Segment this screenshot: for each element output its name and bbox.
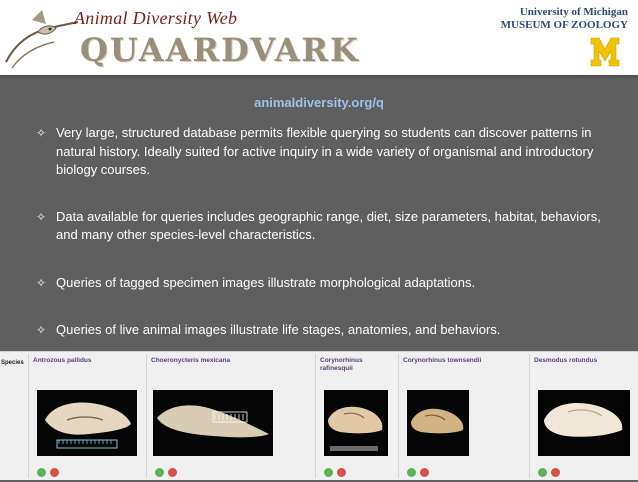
skull-image [37,390,137,456]
specimen-photo[interactable] [37,390,137,456]
list-item [36,208,606,245]
skull-image [407,390,469,456]
list-item-text: Data available for queries includes geographic range, diet, size parameters, habitat, behaviors, and many other species-level characteristics. [56,208,601,242]
block-m-icon [590,36,620,68]
list-item [36,274,606,293]
header-banner [0,0,638,75]
specimen-column [28,354,146,478]
remove-icon[interactable] [420,468,429,477]
list-item-text: Very large, structured database permits flexible querying so students can discover patterns in natural history. Ideally suited for active inquiry in a wide variety of organismal and introductory biology courses. [56,125,594,177]
star-bullet-icon: ✧ [36,275,47,290]
species-name-link[interactable]: Desmodus rotundus [534,357,598,364]
um-museum-logo[interactable] [500,6,628,70]
add-icon[interactable] [155,468,164,477]
brand-subtitle: Animal Diversity Web [74,8,238,28]
specimen-photo[interactable] [538,390,630,456]
list-item-text: Queries of tagged specimen images illustrate morphological adaptations. [56,274,476,290]
species-name-link[interactable]: Choeronycteris mexicana [151,357,231,364]
remove-icon[interactable] [337,468,346,477]
specimen-actions [37,464,63,482]
add-icon[interactable] [37,468,46,477]
species-name-link[interactable]: Corynorhinus townsendii [403,357,482,364]
specimen-photo[interactable] [153,390,273,456]
list-item [36,124,606,180]
remove-icon[interactable] [50,468,59,477]
species-name-link[interactable]: Corynorhinus rafinesquii [320,357,363,372]
skull-image [153,390,273,456]
specimen-actions [324,464,350,482]
specimen-column [315,354,398,478]
species-row-label: Species [1,360,24,366]
list-item-text: Queries of live animal images illustrate life stages, anatomies, and behaviors. [56,322,501,337]
header-divider [0,75,638,79]
specimen-column [398,354,529,478]
specimen-photo[interactable] [324,390,388,456]
specimen-actions [407,464,433,482]
brand-title: QUAARDVARK [80,31,360,69]
specimen-actions [155,464,181,482]
um-university-text: University of Michigan [519,6,628,18]
star-bullet-icon: ✧ [36,126,47,140]
list-item [36,321,606,340]
skull-image [538,390,630,456]
species-name-link[interactable]: Antrozous pallidus [33,357,92,364]
aardvark-icon [2,2,82,74]
brand-logo[interactable] [8,0,360,75]
add-icon[interactable] [407,468,416,477]
specimen-actions [538,464,564,482]
star-bullet-icon: ✧ [36,323,47,337]
specimen-column [146,354,315,478]
specimen-photo[interactable] [407,390,469,456]
specimen-column [529,354,638,478]
star-bullet-icon: ✧ [36,209,47,224]
add-icon[interactable] [538,468,547,477]
remove-icon[interactable] [551,468,560,477]
remove-icon[interactable] [168,468,177,477]
feature-list [36,124,606,340]
um-museum-text: MUSEUM OF ZOOLOGY [500,19,628,31]
specimen-image-panel [0,351,638,480]
site-url-link[interactable]: animaldiversity.org/q [254,95,384,110]
skull-image [324,390,388,456]
add-icon[interactable] [324,468,333,477]
